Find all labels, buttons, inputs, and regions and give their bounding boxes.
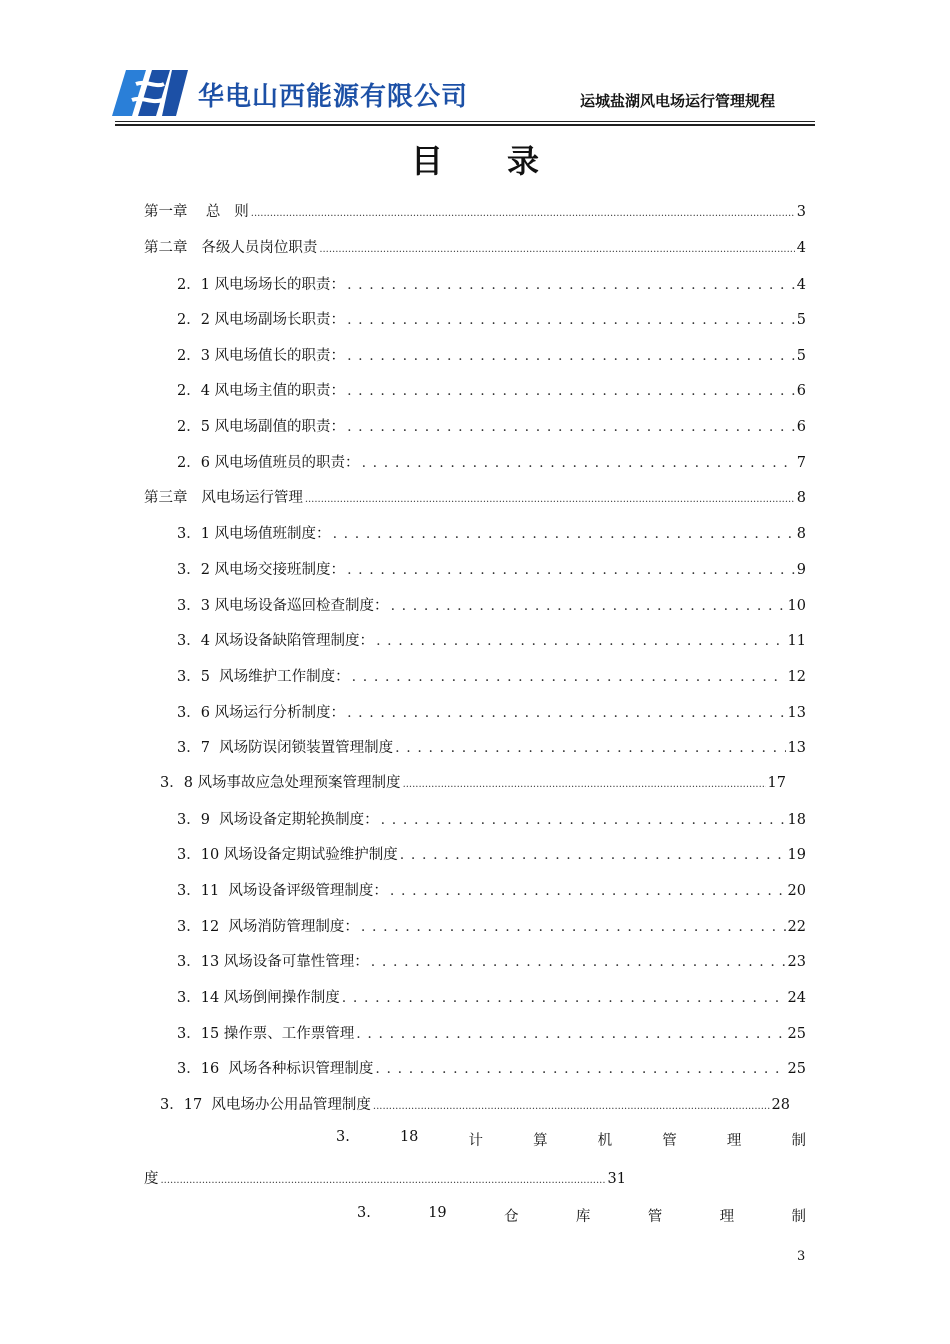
- toc-entry-3-18-continued[interactable]: [144, 1167, 626, 1189]
- toc-entry-part: 管: [647, 1209, 663, 1225]
- dot-leader: [251, 204, 795, 220]
- dot-leader: [373, 1097, 770, 1113]
- toc-entry-page: 7: [796, 455, 806, 471]
- toc-entry-part: 计: [468, 1133, 483, 1149]
- document-title: 运城盐湖风电场运行管理规程: [580, 92, 776, 110]
- dot-leader: [400, 847, 786, 863]
- toc-entry[interactable]: [177, 415, 806, 437]
- toc-entry-page: 22: [787, 919, 806, 935]
- toc-entry-page: 9: [796, 562, 806, 578]
- toc-entry-page: 18: [787, 812, 806, 828]
- dot-leader: [347, 383, 795, 399]
- dot-leader: [376, 633, 785, 649]
- dot-leader: [391, 598, 786, 614]
- toc-entry-part: 算: [533, 1133, 548, 1149]
- toc-entry[interactable]: [177, 665, 806, 687]
- dot-leader: [375, 1061, 785, 1077]
- toc-entry-label: 3．16 风场各种标识管理制度: [177, 1061, 374, 1077]
- dot-leader: [347, 705, 785, 721]
- toc-entry-label: 2．6 风电场值班员的职责：: [177, 455, 360, 471]
- dot-leader: [362, 455, 795, 471]
- toc-entry[interactable]: [177, 986, 806, 1008]
- toc-entry-page: 8: [796, 490, 806, 506]
- toc-entry-page: 25: [787, 1026, 806, 1042]
- dot-leader: [347, 562, 795, 578]
- dot-leader: [347, 312, 795, 328]
- toc-entry-page: 17: [767, 775, 786, 791]
- toc-entry-page: 3: [796, 204, 806, 220]
- toc-entry[interactable]: [177, 915, 806, 937]
- toc-entry-label: 3．1 风电场值班制度：: [177, 526, 331, 542]
- toc-entry-part: 理: [726, 1133, 742, 1149]
- toc-entry-page: 10: [787, 598, 806, 614]
- toc-entry-label: 3．12 风场消防管理制度：: [177, 919, 359, 935]
- toc-entry[interactable]: [144, 200, 806, 222]
- dot-leader: [390, 883, 786, 899]
- toc-entry[interactable]: [177, 1022, 806, 1044]
- toc-entry-page: 20: [787, 883, 806, 899]
- dot-leader: [395, 740, 785, 756]
- toc-entry[interactable]: [177, 736, 806, 758]
- toc-entry-label: 第二章 各级人员岗位职责: [144, 240, 318, 256]
- toc-entry-label: 3．4 风场设备缺陷管理制度：: [177, 633, 375, 649]
- toc-title: 目录: [410, 142, 603, 180]
- dot-leader: [381, 812, 786, 828]
- dot-leader: [161, 1171, 606, 1187]
- toc-entry[interactable]: [177, 1057, 806, 1079]
- toc-entry-label: 3．13 风场设备可靠性管理：: [177, 954, 369, 970]
- toc-entry-part: 3.: [357, 1205, 371, 1221]
- toc-entry-part: 库: [575, 1209, 591, 1225]
- toc-entry[interactable]: [177, 273, 806, 295]
- dot-leader: [361, 919, 786, 935]
- toc-entry-part: 仓: [504, 1209, 519, 1225]
- toc-entry-page: 23: [787, 954, 806, 970]
- toc-entry-page: 28: [771, 1097, 790, 1113]
- toc-entry-page: 5: [796, 348, 806, 364]
- toc-entry-part: 18: [399, 1129, 419, 1145]
- dot-leader: [347, 419, 795, 435]
- toc-entry-page: 13: [787, 705, 806, 721]
- toc-entry-page: 6: [796, 383, 806, 399]
- toc-entry[interactable]: [177, 843, 806, 865]
- dot-leader: [371, 954, 786, 970]
- header-rule-thick: [115, 124, 815, 126]
- huadian-logo-icon: [112, 70, 188, 116]
- toc-entry[interactable]: [177, 451, 806, 473]
- toc-entry-label: 2．2 风电场副场长职责：: [177, 312, 346, 328]
- toc-entry[interactable]: [177, 522, 806, 544]
- toc-entry-part: 机: [597, 1133, 613, 1149]
- toc-entry-part: 理: [719, 1209, 735, 1225]
- toc-entry-label: 3．10 风场设备定期试验维护制度: [177, 847, 398, 863]
- toc-entry-label: 第一章 总 则: [144, 204, 249, 220]
- toc-entry-label: 3．3 风电场设备巡回检查制度：: [177, 598, 389, 614]
- dot-leader: [352, 669, 786, 685]
- toc-entry-label: 3．5 风场维护工作制度：: [177, 669, 350, 685]
- toc-entry[interactable]: [160, 1093, 790, 1115]
- toc-entry-label: 3．9 风场设备定期轮换制度：: [177, 812, 379, 828]
- toc-entry-page: 12: [787, 669, 806, 685]
- toc-entry-page: 25: [787, 1061, 806, 1077]
- toc-entry[interactable]: [177, 808, 806, 830]
- toc-entry[interactable]: [177, 879, 806, 901]
- toc-entry-label: 3．8 风场事故应急处理预案管理制度: [160, 775, 401, 791]
- toc-entry[interactable]: [177, 308, 806, 330]
- toc-entry[interactable]: [177, 379, 806, 401]
- toc-entry-page: 11: [787, 633, 806, 649]
- toc-entry-label: 3．7 风场防误闭锁装置管理制度: [177, 740, 394, 756]
- toc-entry-page: 6: [796, 419, 806, 435]
- toc-entry-page: 31: [607, 1171, 626, 1187]
- toc-entry-page: 4: [796, 277, 806, 293]
- toc-entry-label: 3．11 风场设备评级管理制度：: [177, 883, 388, 899]
- toc-entry-page: 5: [796, 312, 806, 328]
- toc-entry-label: 3．15 操作票、工作票管理: [177, 1026, 355, 1042]
- toc-entry-label: 3．6 风场运行分析制度：: [177, 705, 346, 721]
- toc-entry-page: 4: [796, 240, 806, 256]
- company-name: 华电山西能源有限公司: [198, 82, 469, 112]
- toc-entry-page: 13: [787, 740, 806, 756]
- toc-entry-label: 2．3 风电场值长的职责：: [177, 348, 346, 364]
- toc-entry-part: 制: [791, 1209, 806, 1225]
- toc-entry[interactable]: [177, 701, 806, 723]
- dot-leader: [356, 1026, 785, 1042]
- toc-entry-label: 第三章 风电场运行管理: [144, 490, 303, 506]
- toc-entry-label: 度: [144, 1171, 159, 1187]
- toc-entry[interactable]: [144, 486, 806, 508]
- toc-entry-3-19[interactable]: [357, 1205, 806, 1226]
- dot-leader: [403, 775, 766, 791]
- toc-entry[interactable]: [177, 558, 806, 580]
- header-rule: [115, 121, 815, 122]
- toc-entry[interactable]: [177, 629, 806, 651]
- toc-entry-part: 管: [662, 1133, 677, 1149]
- dot-leader: [319, 240, 794, 256]
- toc-entry-page: 8: [796, 526, 806, 542]
- toc-entry-label: 3．2 风电场交接班制度：: [177, 562, 346, 578]
- dot-leader: [305, 490, 795, 506]
- toc-entry[interactable]: [160, 771, 786, 793]
- toc-entry[interactable]: [177, 950, 806, 972]
- dot-leader: [333, 526, 795, 542]
- toc-entry[interactable]: [177, 344, 806, 366]
- dot-leader: [342, 990, 786, 1006]
- dot-leader: [347, 348, 795, 364]
- dot-leader: [347, 277, 795, 293]
- toc-entry-part: 19: [428, 1205, 447, 1221]
- toc-entry-part: 3.: [336, 1129, 350, 1145]
- toc-entry-label: 2．4 风电场主值的职责：: [177, 383, 346, 399]
- toc-entry-label: 2．1 风电场场长的职责：: [177, 277, 346, 293]
- toc-entry-label: 3．14 风场倒闸操作制度: [177, 990, 340, 1006]
- toc-entry-part: 制: [791, 1133, 806, 1149]
- page-number: 3: [797, 1249, 806, 1264]
- toc-entry-page: 24: [787, 990, 806, 1006]
- toc-entry[interactable]: [144, 236, 806, 258]
- toc-entry-label: 2．5 风电场副值的职责：: [177, 419, 346, 435]
- toc-entry-label: 3．17 风电场办公用品管理制度: [160, 1097, 371, 1113]
- toc-entry-page: 19: [787, 847, 806, 863]
- toc-entry[interactable]: [177, 594, 806, 616]
- toc-entry-3-18[interactable]: [336, 1129, 806, 1150]
